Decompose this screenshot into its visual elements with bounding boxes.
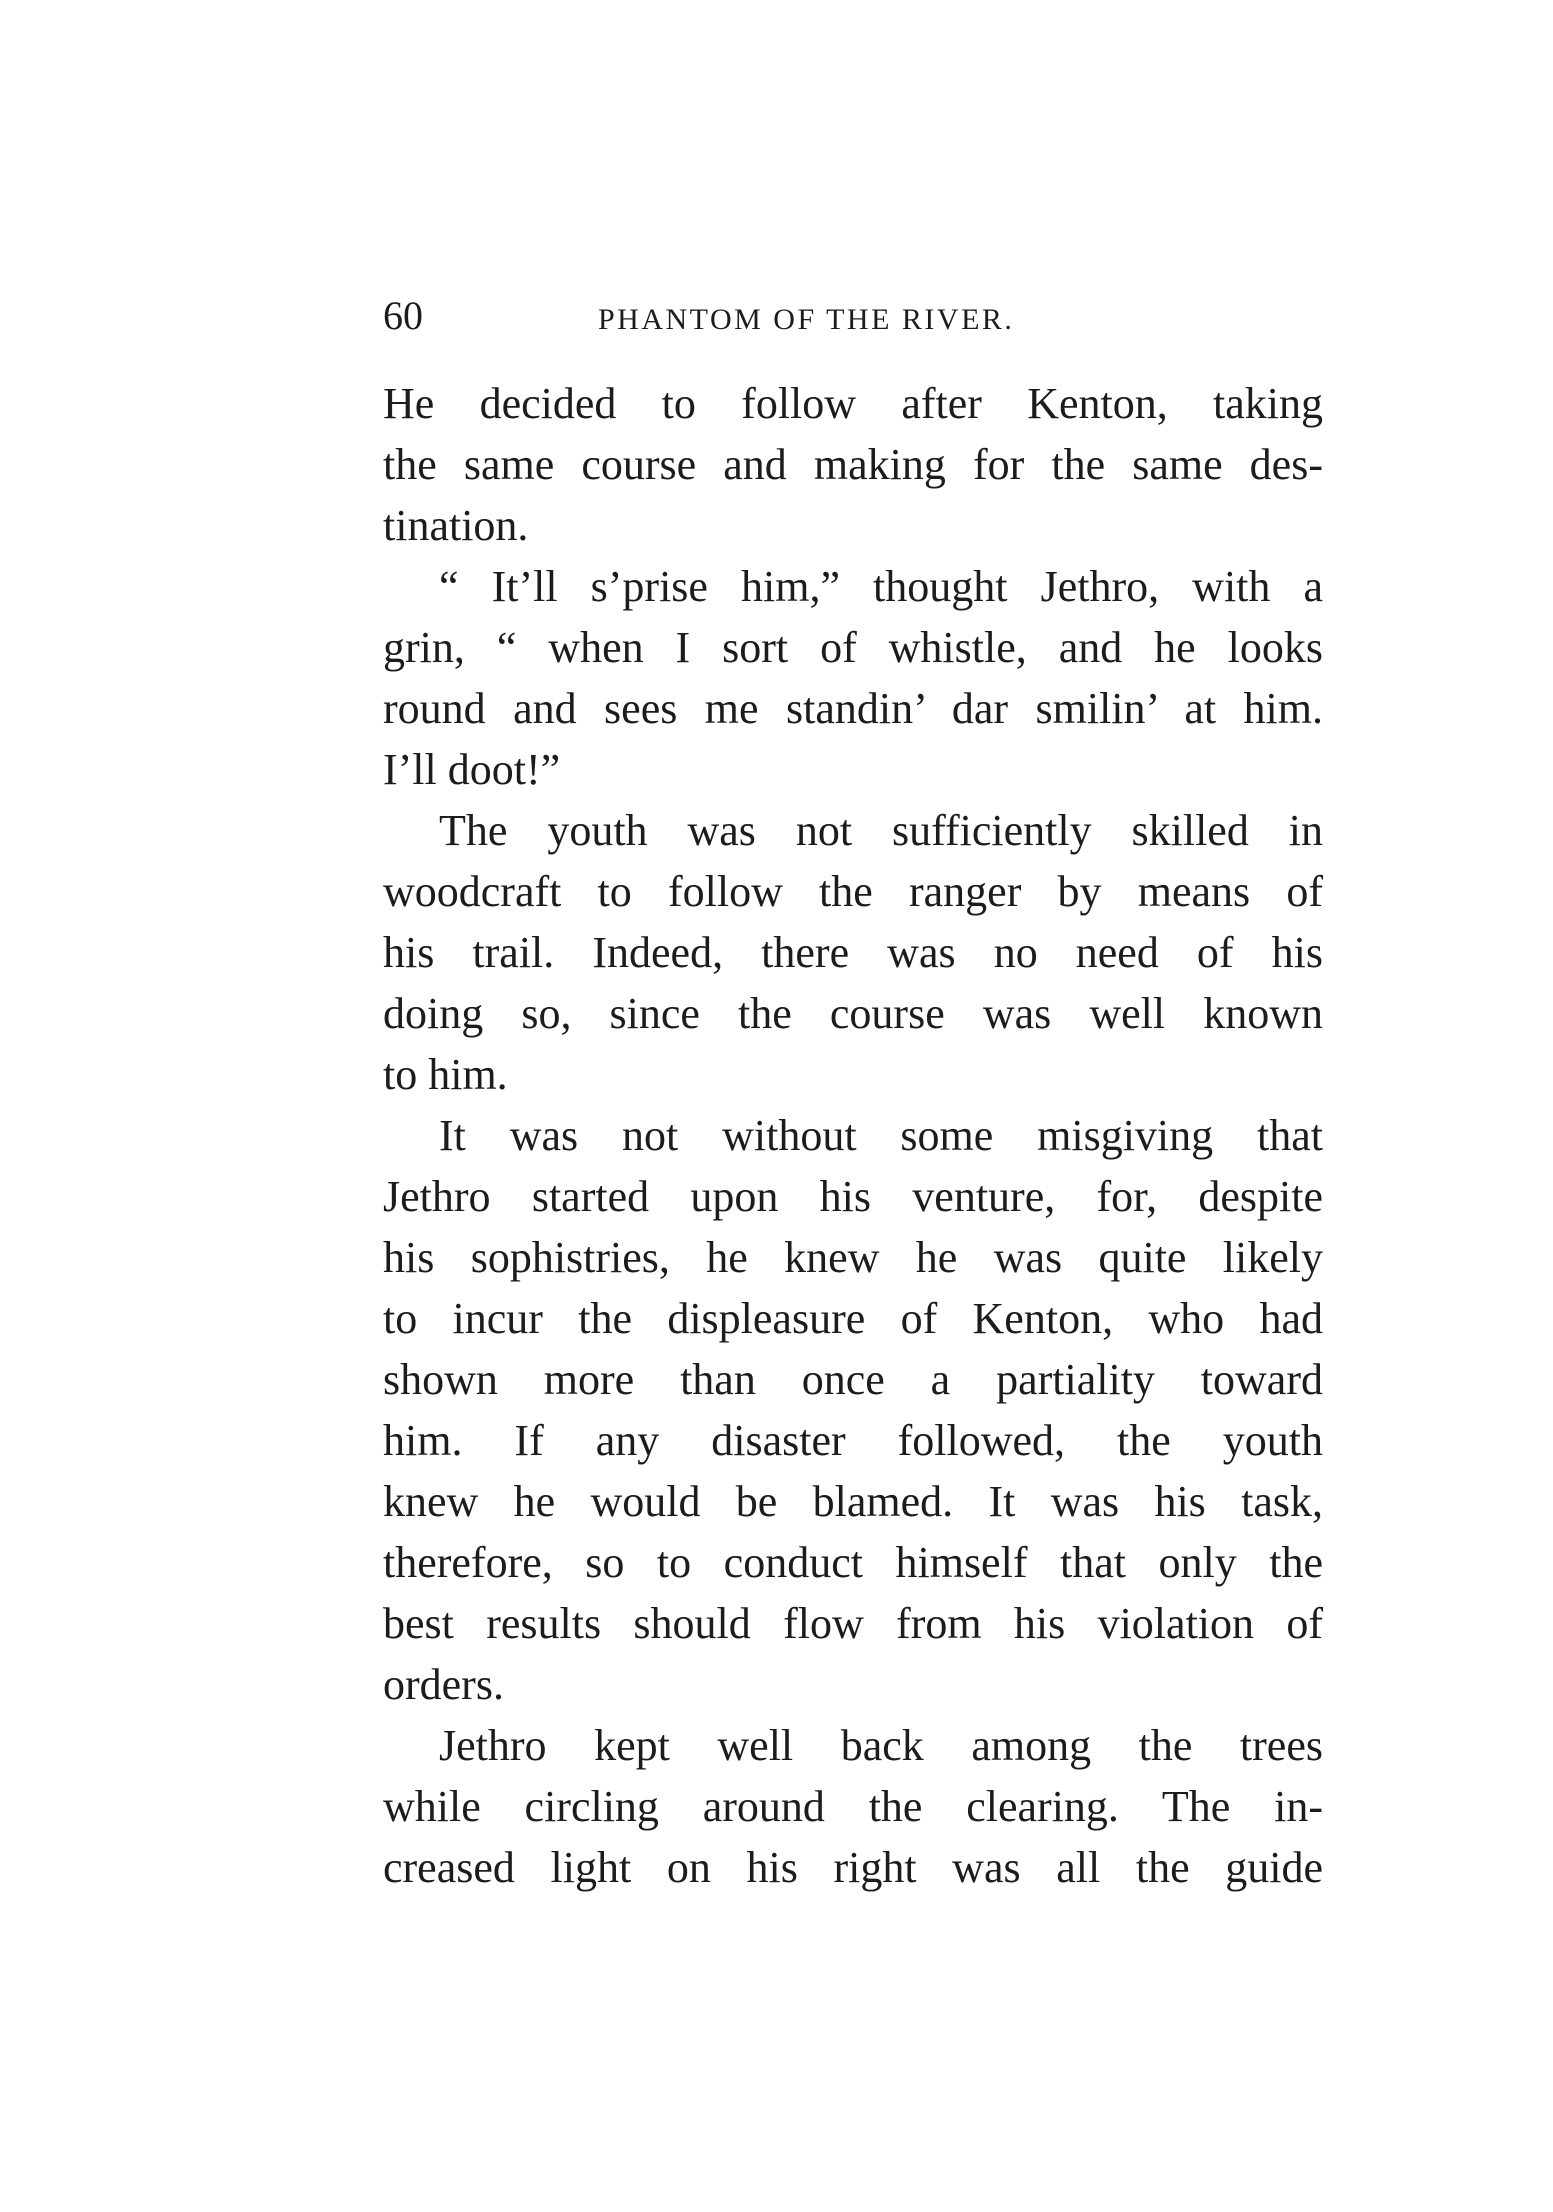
text-line: the same course and making for the same des-: [383, 440, 1323, 489]
text-line: round and sees me standin’ dar smilin’ at him.: [383, 684, 1323, 733]
text-line: his sophistries, he knew he was quite likely: [383, 1233, 1323, 1282]
text-line: Jethro started upon his venture, for, despite: [383, 1172, 1323, 1221]
text-line: doing so, since the course was well known: [383, 989, 1323, 1038]
text-line: woodcraft to follow the ranger by means of: [383, 867, 1323, 916]
running-header: [383, 286, 1323, 346]
text-line: tination.: [383, 501, 529, 550]
paragraph-3: [383, 800, 1323, 1105]
text-line: grin, “ when I sort of whistle, and he looks: [383, 623, 1323, 672]
text-line: shown more than once a partiality toward: [383, 1355, 1323, 1404]
text-line: He decided to follow after Kenton, taking: [383, 379, 1323, 428]
body-text: [383, 373, 1323, 1898]
text-line: creased light on his right was all the guide: [383, 1843, 1323, 1892]
paragraph-2: [383, 556, 1323, 800]
text-line: knew he would be blamed. It was his task,: [383, 1477, 1323, 1526]
text-line: his trail. Indeed, there was no need of his: [383, 928, 1323, 977]
page-number: 60: [383, 293, 423, 338]
text-line: The youth was not sufficiently skilled in: [439, 806, 1323, 855]
paragraph-5: [383, 1715, 1323, 1898]
text-line: while circling around the clearing. The in-: [383, 1782, 1323, 1831]
text-line: best results should flow from his violation of: [383, 1599, 1323, 1648]
text-line: I’ll doot!”: [383, 745, 561, 794]
text-line: orders.: [383, 1660, 504, 1709]
paragraph-1: [383, 373, 1323, 556]
text-line: Jethro kept well back among the trees: [439, 1721, 1323, 1770]
running-title: PHANTOM OF THE RIVER.: [598, 303, 1015, 336]
text-line: to him.: [383, 1050, 508, 1099]
text-line: therefore, so to conduct himself that only the: [383, 1538, 1323, 1587]
text-line: him. If any disaster followed, the youth: [383, 1416, 1323, 1465]
paragraph-4: [383, 1105, 1323, 1715]
text-line: “ It’ll s’prise him,” thought Jethro, with a: [439, 562, 1323, 611]
text-line: It was not without some misgiving that: [439, 1111, 1323, 1160]
text-line: to incur the displeasure of Kenton, who had: [383, 1294, 1323, 1343]
